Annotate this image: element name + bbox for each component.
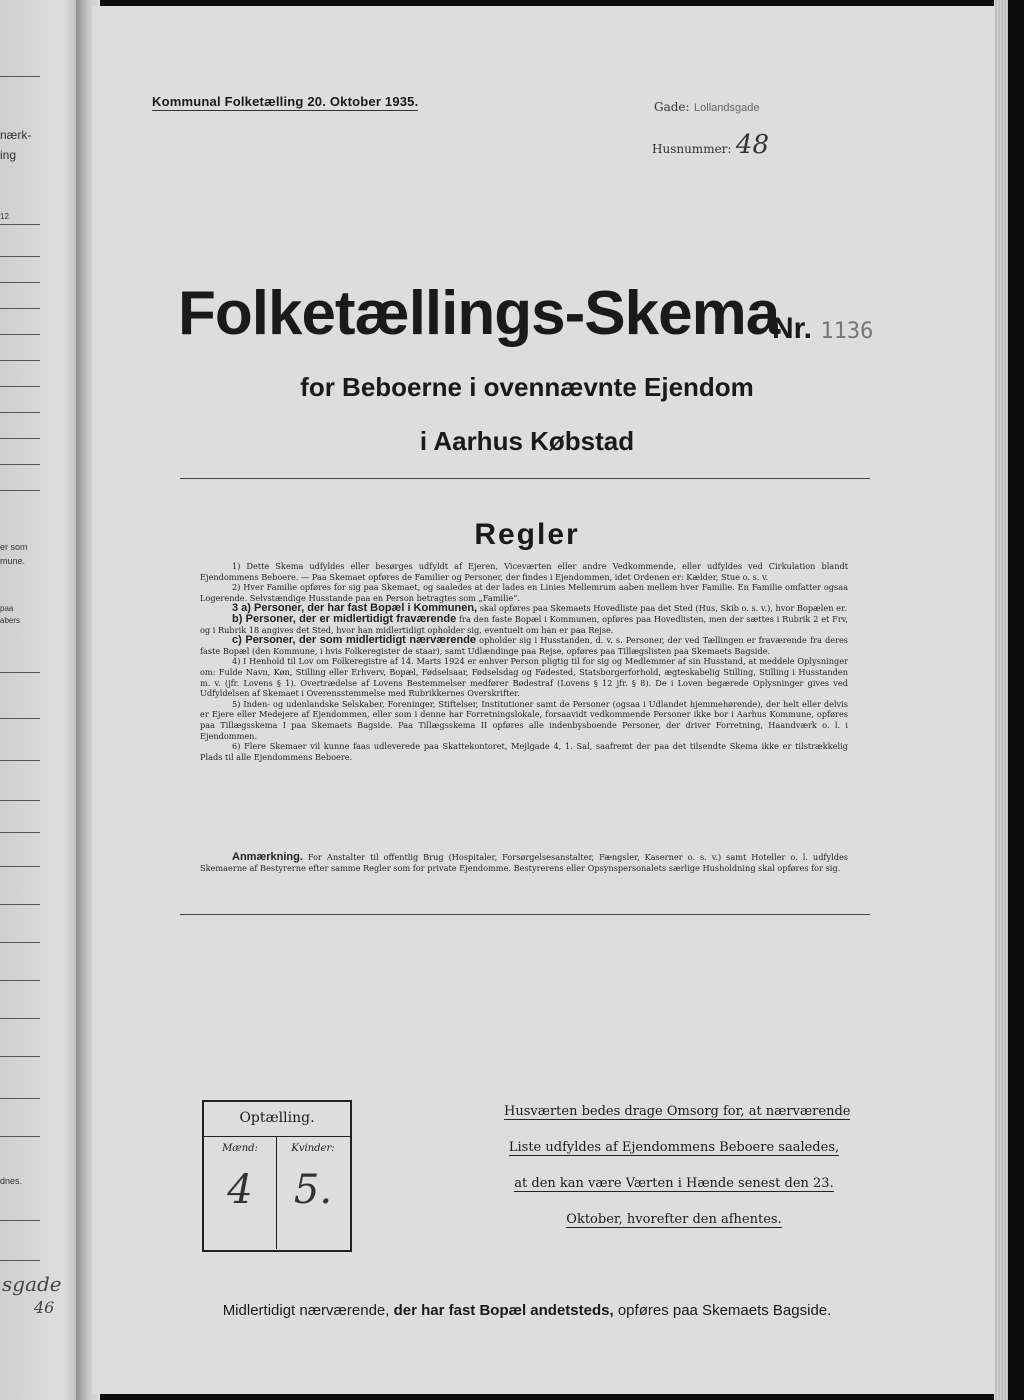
footer-note [92,1302,962,1319]
divider [0,904,40,905]
women-column [277,1137,349,1249]
divider [0,256,40,257]
footer-emphasis: der har fast Bopæl andetsteds, [393,1302,614,1319]
divider [0,490,40,491]
divider [0,1056,40,1057]
left-fragment-text: 12 [0,212,9,221]
divider [0,800,40,801]
left-fragment-text: abers [0,616,21,625]
divider [0,224,40,225]
house-number-field [652,130,769,160]
notice-text: Husværten bedes drage Omsorg for, at nærværende [504,1104,851,1119]
notice-text: at den kan være Værten i Hænde senest den 23. [514,1176,834,1191]
form-subtitle-city: i Aarhus Købstad [419,426,635,456]
notice-text: Liste udfyldes af Ejendommens Beboere saaledes, [508,1140,840,1155]
notice-line [504,1212,844,1227]
divider [0,334,40,335]
women-count: 5. [293,1167,333,1213]
divider [0,1136,40,1137]
divider [0,360,40,361]
rule-lead: b) Personer, der er midlertidigt fraværende [232,612,457,625]
left-fragment-text: paa [0,604,14,613]
divider [180,914,870,915]
divider [0,1260,40,1261]
count-title: Optælling. [239,1110,315,1126]
divider [0,308,40,309]
rule-paragraph: 6) Flere Skemaer vil kunne faas udleverede paa Skattekontoret, Mejlgade 4, 1. Sal, saafremt der paa det tilsendte Skema ikke er tilstrækkelig Plads til alle Ejendommens Beboere. [200,741,848,762]
rules-text [200,561,848,762]
left-page-fragment [0,0,78,1400]
page-edges [994,0,1008,1400]
left-fragment-text: mune. [0,556,26,566]
divider [0,1098,40,1099]
house-number-value: 48 [735,130,769,160]
form-title: Folketællings-Skema [178,279,780,348]
remark [200,852,848,873]
divider [0,76,40,77]
census-form-page [92,6,994,1394]
rule-body: skal opføres paa Skemaets Hovedliste paa det Sted (Hus, Skib o. s. v.), hvor Bopælen er. [479,603,847,614]
street-label: Gade: [654,100,690,114]
rules-heading: Regler [474,518,580,551]
census-header: Kommunal Folketælling 20. Oktober 1935. [152,94,419,109]
divider [0,438,40,439]
notice-text: Oktober, hvorefter den afhentes. [566,1212,782,1227]
rule-paragraph [200,635,848,656]
notice-line [504,1176,844,1191]
rule-paragraph: 4) I Henhold til Lov om Folkeregistre af 14. Marts 1924 er enhver Person pligtig til for sig og Medlemmer af sin Husstand, at meddele Oplysninger om: Fulde Navn, Køn, Stilling eller Erhverv, Bopæl, Fødselsaar, Fødselsdag og Fødested, Statsborgerforhold, ægteskabelig Stilling, Stilling i Husstanden m. v. (jfr. Lovens § 1). Overtrædelse af Lovens Bestemmelser medfører Bødestraf (Lovens § 12 jfr. § 8). De i Loven begærede Oplysninger gives ved Udfyldelsen af Skemaet i Overensstemmelse med Rubrikkernes Overskrifter. [200,656,848,699]
left-fragment-text: dnes. [0,1176,23,1186]
rule-paragraph: 1) Dette Skema udfyldes eller besørges udfyldt af Ejeren, Viceværten eller andre Vedkommende, eller udfyldes ved Cirkulation blandt Ejendommens Beboere. — Paa Skemaet opføres de Familier og Personer, der findes i Ejendommen, idet Ordenen er: Kælder, Stue o. s. v. [200,561,848,582]
rule-body: fra den faste Bopæl i Kommunen, opføres paa Hovedlisten, men der sættes i Rubrik 2 et Frv, og i Rubrik 18 angives det Sted, hvor han midlertidigt opholder sig, eventuelt om han er paa Rejse. [200,613,848,635]
women-label: Kvinder: [291,1143,335,1154]
divider [0,464,40,465]
form-number-value: 1136 [820,319,874,344]
house-number-label: Husnummer: [652,142,732,156]
left-fragment-text: ing [0,148,17,162]
rule-body: opholder sig i Husstanden, d. v. s. Personer, der ved Tællingen er fraværende fra deres faste Bopæl (den Kommune, i hvis Folkeregister de staar), samt Udlændinge paa Rejse, opføres paa Tillægslisten paa Skemaets Bagside. [200,635,848,656]
men-label: Mænd: [222,1143,258,1154]
divider [180,478,870,479]
left-fragment-text: nærk- [0,128,32,142]
divider [0,1018,40,1019]
divider [0,980,40,981]
left-fragment-text: er som [0,542,28,552]
divider [0,760,40,761]
footer-text: Midlertidigt nærværende, [222,1302,390,1319]
handwritten-number: 46 [34,1298,55,1317]
divider [0,1220,40,1221]
form-number-label: Nr. [772,312,813,345]
divider [0,866,40,867]
divider [0,282,40,283]
rule-paragraph: 5) Inden- og udenlandske Selskaber, Foreninger, Stiftelser, Institutioner samt de Personer (ogsaa i Udlandet hjemmehørende), der helt eller delvis er Ejere eller Medejere af Ejendommen, eller som i denne har Forretningslokale, forsaavidt vedkommende Personer ikke bor i Aarhus Kommune, opføres paa Tillægsskema I paa Skemaets Bagside. Paa Tillægsskema II opføres alle indenbysboende Personer, der driver Forretning, Haandværk o. l. i Ejendommen. [200,698,848,741]
divider [0,718,40,719]
street-field [654,98,759,116]
rule-paragraph [200,614,848,635]
footer-text: opføres paa Skemaets Bagside. [617,1302,832,1319]
count-columns [204,1136,350,1249]
notice-line [504,1140,844,1155]
notice-line [504,1104,851,1119]
handwritten-street: sgade [2,1272,62,1296]
form-subtitle: for Beboerne i ovennævnte Ejendom [300,372,754,402]
street-value: Lollandsgade [694,102,760,114]
men-column [204,1137,277,1249]
form-number [772,312,873,346]
divider [0,832,40,833]
divider [0,386,40,387]
rule-paragraph: 2) Hver Familie opføres for sig paa Skemaet, og saaledes at der lades en Linies Mellemrum aaben mellem hver Familie. En Familie omfatter ogsaa Logerende. Selvstændige Husstande paa en Person betragtes som „Familie“. [200,582,848,603]
remark-label: Anmærkning. [232,851,303,863]
divider [0,672,40,673]
men-count: 4 [227,1167,253,1213]
rule-lead: c) Personer, der som midlertidigt nærværende [232,634,477,647]
divider [0,412,40,413]
remark-text: For Anstalter til offentlig Brug (Hospitaler, Forsørgelsesanstalter, Fængsler, Kaserner o. s. v.) samt Hoteller o. l. udfyldes Skemaerne af Bestyrerne efter samme Regler som for private Ejendomme. Bestyrerens eller Opsynspersonalets særlige Husholdning skal opføres for sig. [200,852,848,873]
divider [0,942,40,943]
count-box [202,1100,352,1252]
rule-lead: 3 a) Personer, der har fast Bopæl i Kommunen, [232,602,478,615]
